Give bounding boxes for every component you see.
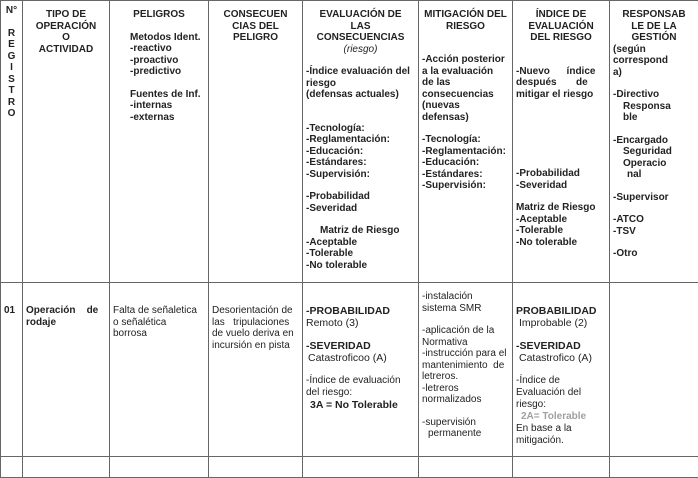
header-consecuencias-line: CIAS DEL <box>212 21 299 33</box>
mit-item-line: -aplicación de la <box>422 325 509 337</box>
row-peligro-line: Falta de señaletica <box>113 305 205 317</box>
ind-prob-value: Improbable (2) <box>516 317 606 329</box>
mit-item-line: permanente <box>422 428 509 440</box>
ind-base-line: mitigación. <box>516 435 606 447</box>
row-peligro-line: borrosa <box>113 328 205 340</box>
responsable-item: Responsa <box>613 101 695 113</box>
header-responsable-cell <box>610 1 698 283</box>
header-evaluacion-riesgo: (riesgo) <box>306 44 415 56</box>
evaluacion-indice-line: riesgo <box>306 78 415 90</box>
header-consecuencias-cell <box>209 1 303 283</box>
ind-indice-line: -Índice de <box>516 375 606 387</box>
responsable-item: -ATCO <box>613 214 695 226</box>
responsable-item: -Otro <box>613 248 695 260</box>
row-consecuencia-line: Desorientación de <box>212 305 299 317</box>
header-registro-cell <box>1 1 23 283</box>
ind-prob-label: PROBABILIDAD <box>516 305 606 317</box>
header-evaluacion-line: EVALUACIÓN DE <box>306 9 415 21</box>
header-mitigacion-cell <box>419 1 513 283</box>
registro-letter: I <box>1 62 22 74</box>
evaluacion-list-item: -Tecnología: <box>306 123 415 135</box>
eval-indice-line: del riesgo: <box>306 387 415 399</box>
mit-item-line: -letreros <box>422 383 509 395</box>
header-tipo-line: O <box>26 32 106 44</box>
registro-letter: O <box>1 108 22 120</box>
header-tipo-line: ACTIVIDAD <box>26 44 106 56</box>
registro-letter: R <box>1 97 22 109</box>
header-responsable-line: RESPONSAB <box>613 9 695 21</box>
header-row <box>1 1 698 283</box>
evaluacion-list-item: -Supervisión: <box>306 169 415 181</box>
mitigacion-list-item: -Estándares: <box>422 169 509 181</box>
responsable-segun-line: (según <box>613 44 695 56</box>
responsable-item: Seguridad <box>613 146 695 158</box>
evaluacion-prob-item: -Probabilidad <box>306 191 415 203</box>
ind-sev-label: -SEVERIDAD <box>516 340 606 352</box>
ind-base-line: En base a la <box>516 423 606 435</box>
indice-nuevo-line: -Nuevo índice <box>516 66 606 78</box>
empty-cell <box>513 457 610 478</box>
indice-prob-item: -Severidad <box>516 180 606 192</box>
row-peligro-line: o señalética <box>113 317 205 329</box>
ind-indice-line: Evaluación del <box>516 387 606 399</box>
row-peligro-cell <box>110 283 209 457</box>
row-indice-cell <box>513 283 610 457</box>
empty-cell <box>1 457 23 478</box>
evaluacion-indice-line: (defensas actuales) <box>306 89 415 101</box>
evaluacion-matriz-item: -Tolerable <box>306 248 415 260</box>
evaluacion-list-item: -Reglamentación: <box>306 134 415 146</box>
eval-indice-line: -Índice de evaluación <box>306 375 415 387</box>
indice-matriz-item: -No tolerable <box>516 237 606 249</box>
row-evaluacion-cell <box>303 283 419 457</box>
responsable-item: Operacio <box>613 158 695 170</box>
empty-cell <box>419 457 513 478</box>
responsable-item: -Supervisor <box>613 192 695 204</box>
ind-result: 2A= Tolerable <box>516 411 606 423</box>
peligros-fuentes-line: -internas <box>130 100 205 112</box>
eval-sev-value: Catastroficoo (A) <box>306 352 415 364</box>
ind-sev-value: Catastrofico (A) <box>516 352 606 364</box>
mit-item-line: -instrucción para el <box>422 348 509 360</box>
row-consecuencia-line: de vuelo deriva en <box>212 328 299 340</box>
empty-row <box>1 457 698 478</box>
responsable-item: -TSV <box>613 226 695 238</box>
registro-letter: T <box>1 85 22 97</box>
header-no: N° <box>1 5 22 17</box>
registro-letter: R <box>1 28 22 40</box>
empty-cell <box>303 457 419 478</box>
eval-prob-label: -PROBABILIDAD <box>306 305 415 317</box>
row-no-cell <box>1 283 23 457</box>
mit-item-line: mantenimiento de <box>422 360 509 372</box>
mit-item-line: normalizados <box>422 394 509 406</box>
eval-sev-label: -SEVERIDAD <box>306 340 415 352</box>
evaluacion-matriz-item: -No tolerable <box>306 260 415 272</box>
mitigacion-list-item: -Educación: <box>422 157 509 169</box>
mit-item-line: Normativa <box>422 337 509 349</box>
responsable-item: -Directivo <box>613 89 695 101</box>
indice-nuevo-line: mitigar el riesgo <box>516 89 606 101</box>
mitigacion-list-item: -Reglamentación: <box>422 146 509 158</box>
header-tipo-line: OPERACIÓN <box>26 21 106 33</box>
evaluacion-list-item: -Estándares: <box>306 157 415 169</box>
peligros-metodos-line: -predictivo <box>130 66 205 78</box>
header-mitigacion-line: RIESGO <box>422 21 509 33</box>
empty-cell <box>110 457 209 478</box>
mitigacion-accion-line: -Acción posterior <box>422 54 509 66</box>
responsable-segun-line: a) <box>613 67 695 79</box>
header-mitigacion-line: MITIGACIÓN DEL <box>422 9 509 21</box>
responsable-segun-line: correspond <box>613 55 695 67</box>
registro-letter: E <box>1 39 22 51</box>
mitigacion-accion-line: de las <box>422 77 509 89</box>
mit-item-line: letreros. <box>422 371 509 383</box>
header-peligros-cell <box>110 1 209 283</box>
mitigacion-list-item: -Tecnología: <box>422 134 509 146</box>
empty-cell <box>209 457 303 478</box>
row-consecuencia-cell <box>209 283 303 457</box>
row-consecuencia-line: incursión en pista <box>212 340 299 352</box>
header-indice-line: EVALUACIÓN <box>516 21 606 33</box>
evaluacion-matriz-item: -Aceptable <box>306 237 415 249</box>
peligros-metodos-line: Metodos Ident. <box>130 32 205 44</box>
header-consecuencias-line: PELIGRO <box>212 32 299 44</box>
evaluacion-indice-line: -Índice evaluación del <box>306 66 415 78</box>
mit-item-line: -instalación <box>422 291 509 303</box>
header-responsable-line: LE DE LA <box>613 21 695 33</box>
header-responsable-line: GESTIÓN <box>613 32 695 44</box>
header-evaluacion-cell <box>303 1 419 283</box>
row-tipo-cell <box>23 283 110 457</box>
eval-result: 3A = No Tolerable <box>306 399 415 411</box>
evaluacion-list-item: -Educación: <box>306 146 415 158</box>
mitigacion-accion-line: a la evaluación <box>422 66 509 78</box>
header-evaluacion-line: LAS <box>306 21 415 33</box>
mitigacion-accion-line: consecuencias <box>422 89 509 101</box>
indice-matriz-item: -Aceptable <box>516 214 606 226</box>
evaluacion-prob-item: -Severidad <box>306 203 415 215</box>
responsable-item: ble <box>613 112 695 124</box>
ind-indice-line: riesgo: <box>516 399 606 411</box>
peligros-metodos-line: -proactivo <box>130 55 205 67</box>
mitigacion-accion-line: defensas) <box>422 112 509 124</box>
mitigacion-accion-line: (nuevas <box>422 100 509 112</box>
row-tipo-line: rodaje <box>26 317 106 329</box>
mitigacion-list-item: -Supervisión: <box>422 180 509 192</box>
table-row <box>1 283 698 457</box>
header-indice-line: DEL RIESGO <box>516 32 606 44</box>
row-tipo-line: Operación de <box>26 305 106 317</box>
mit-item-line: -supervisión <box>422 417 509 429</box>
indice-prob-item: -Probabilidad <box>516 168 606 180</box>
indice-matriz-label: Matriz de Riesgo <box>516 202 606 214</box>
header-peligros-title: PELIGROS <box>113 9 205 21</box>
row-mitigacion-cell <box>419 283 513 457</box>
indice-matriz-item: -Tolerable <box>516 225 606 237</box>
header-indice-cell <box>513 1 610 283</box>
evaluacion-matriz-label: Matriz de Riesgo <box>306 225 415 237</box>
header-evaluacion-line: CONSECUENCIAS <box>306 32 415 44</box>
row-responsable-cell <box>610 283 698 457</box>
peligros-fuentes-line: Fuentes de Inf. <box>130 89 205 101</box>
row-consecuencia-line: las tripulaciones <box>212 317 299 329</box>
row-no: 01 <box>4 305 15 316</box>
empty-cell <box>610 457 698 478</box>
responsable-item: nal <box>613 169 695 181</box>
indice-nuevo-line: después de <box>516 77 606 89</box>
registro-letter: S <box>1 74 22 86</box>
header-tipo-line: TIPO DE <box>26 9 106 21</box>
peligros-fuentes-line: -externas <box>130 112 205 124</box>
header-tipo-cell <box>23 1 110 283</box>
eval-prob-value: Remoto (3) <box>306 317 415 329</box>
registro-letter: G <box>1 51 22 63</box>
empty-cell <box>23 457 110 478</box>
responsable-item: -Encargado <box>613 135 695 147</box>
header-consecuencias-line: CONSECUEN <box>212 9 299 21</box>
header-indice-line: ÍNDICE DE <box>516 9 606 21</box>
mit-item-line: sistema SMR <box>422 303 509 315</box>
peligros-metodos-line: -reactivo <box>130 43 205 55</box>
